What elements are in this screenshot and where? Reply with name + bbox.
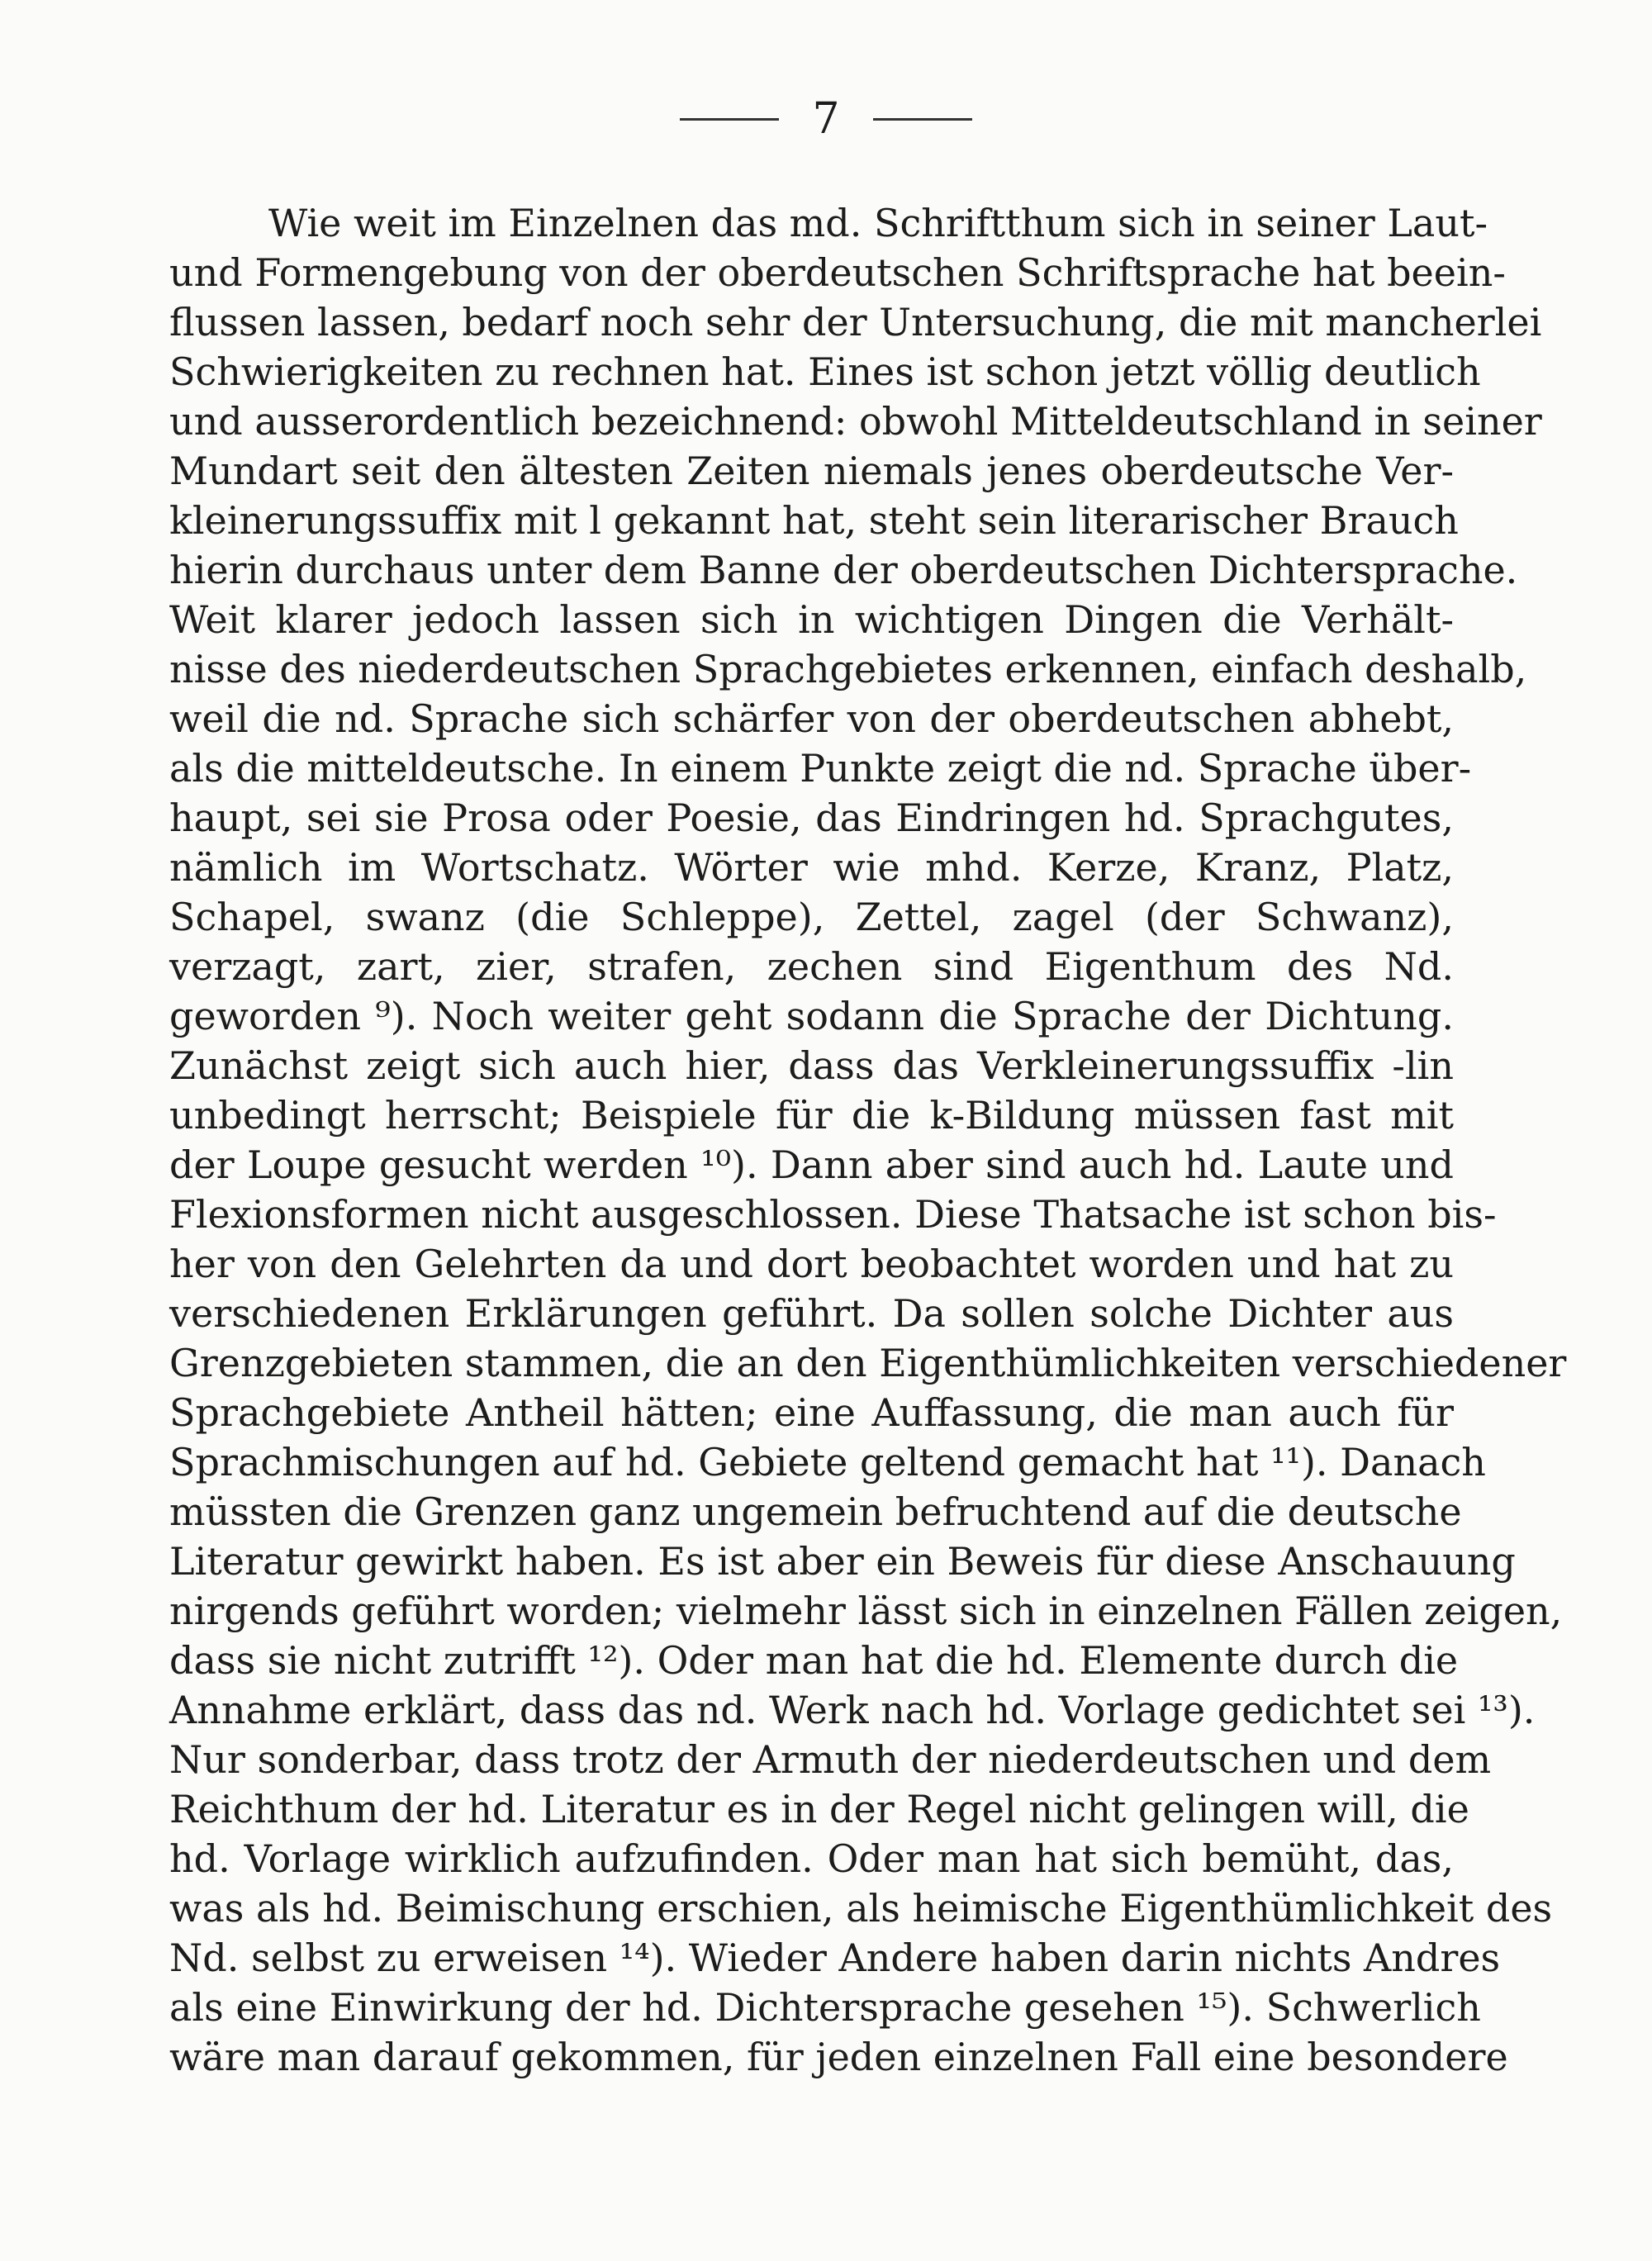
text-line: haupt, sei sie Prosa oder Poesie, das Eindringen hd. Sprachgutes, <box>169 796 1454 840</box>
header-rule-right <box>873 118 972 121</box>
text-line: verzagt, zart, zier, strafen, zechen sind Eigenthum des Nd. <box>169 944 1454 989</box>
text-line: Literatur gewirkt haben. Es ist aber ein Beweis für diese Anschauung <box>169 1539 1516 1584</box>
text-line: Sprachmischungen auf hd. Gebiete geltend gemacht hat ¹¹). Danach <box>169 1440 1486 1484</box>
text-line: als eine Einwirkung der hd. Dichtersprache gesehen ¹⁵). Schwerlich <box>169 1985 1481 2030</box>
text-line: Schapel, swanz (die Schleppe), Zettel, zagel (der Schwanz), <box>169 895 1454 939</box>
text-line: Nur sonderbar, dass trotz der Armuth der niederdeutschen und dem <box>169 1737 1492 1782</box>
text-line: Flexionsformen nicht ausgeschlossen. Diese Thatsache ist schon bis- <box>169 1192 1497 1237</box>
text-line: Schwierigkeiten zu rechnen hat. Eines ist schon jetzt völlig deutlich <box>169 349 1481 394</box>
text-line: wäre man darauf gekommen, für jeden einzelnen Fall eine besondere <box>169 2035 1508 2079</box>
text-line: und Formengebung von der oberdeutschen Schriftsprache hat beein- <box>169 250 1506 295</box>
text-line: Reichthum der hd. Literatur es in der Regel nicht gelingen will, die <box>169 1787 1469 1831</box>
text-line: kleinerungssuffix mit l gekannt hat, steht sein literarischer Brauch <box>169 498 1459 543</box>
text-line: der Loupe gesucht werden ¹⁰). Dann aber sind auch hd. Laute und <box>169 1142 1454 1187</box>
text-line: als die mitteldeutsche. In einem Punkte zeigt die nd. Sprache über- <box>169 746 1472 791</box>
text-line: was als hd. Beimischung erschien, als heimische Eigenthümlichkeit des <box>169 1886 1553 1931</box>
text-line: geworden ⁹). Noch weiter geht sodann die Sprache der Dichtung. <box>169 994 1454 1038</box>
text-line: und ausserordentlich bezeichnend: obwohl Mitteldeutschland in seiner <box>169 399 1542 444</box>
text-line: dass sie nicht zutrifft ¹²). Oder man hat die hd. Elemente durch die <box>169 1638 1459 1683</box>
text-line: Annahme erklärt, dass das nd. Werk nach hd. Vorlage gedichtet sei ¹³). <box>169 1688 1536 1732</box>
text-line: her von den Gelehrten da und dort beobachtet worden und hat zu <box>169 1242 1454 1286</box>
text-line: Nd. selbst zu erweisen ¹⁴). Wieder Andere haben darin nichts Andres <box>169 1936 1501 1980</box>
text-line: Sprachgebiete Antheil hätten; eine Auffassung, die man auch für <box>169 1390 1454 1435</box>
text-line: unbedingt herrscht; Beispiele für die k-Bildung müssen fast mit <box>169 1093 1454 1138</box>
text-line: Weit klarer jedoch lassen sich in wichtigen Dingen die Verhält- <box>169 597 1454 642</box>
text-line: hierin durchaus unter dem Banne der oberdeutschen Dichtersprache. <box>169 548 1518 592</box>
text-line: Mundart seit den ältesten Zeiten niemals jenes oberdeutsche Ver- <box>169 449 1454 493</box>
text-line: nisse des niederdeutschen Sprachgebietes erkennen, einfach deshalb, <box>169 647 1527 691</box>
page-number: 7 <box>812 94 840 144</box>
text-line: verschiedenen Erklärungen geführt. Da sollen solche Dichter aus <box>169 1291 1454 1336</box>
text-line: Grenzgebieten stammen, die an den Eigenthümlichkeiten verschiedener <box>169 1341 1567 1385</box>
body-text <box>169 198 1567 2082</box>
header-rule-left <box>680 118 779 121</box>
text-line: nämlich im Wortschatz. Wörter wie mhd. Kerze, Kranz, Platz, <box>169 845 1454 890</box>
text-line: hd. Vorlage wirklich aufzufinden. Oder man hat sich bemüht, das, <box>169 1836 1454 1881</box>
text-line: flussen lassen, bedarf noch sehr der Untersuchung, die mit mancherlei <box>169 300 1542 344</box>
text-line: nirgends geführt worden; vielmehr lässt sich in einzelnen Fällen zeigen, <box>169 1589 1563 1633</box>
text-line: müssten die Grenzen ganz ungemein befruchtend auf die deutsche <box>169 1489 1462 1534</box>
text-line: Zunächst zeigt sich auch hier, dass das Verkleinerungssuffix -lin <box>169 1043 1454 1088</box>
text-line: weil die nd. Sprache sich schärfer von der oberdeutschen abhebt, <box>169 696 1454 741</box>
text-line: Wie weit im Einzelnen das md. Schriftthum sich in seiner Laut- <box>268 201 1488 245</box>
page-header <box>0 94 1652 144</box>
